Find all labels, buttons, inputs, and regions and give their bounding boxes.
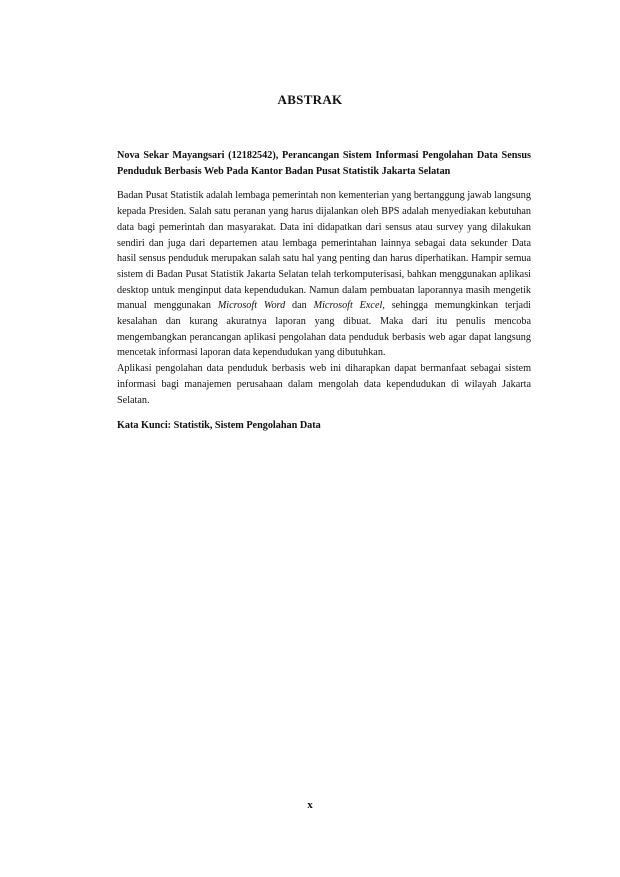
paragraph-1-text-a: Badan Pusat Statistik adalah lembaga pemerintah non kementerian yang bertanggung jawab langsung kepada Presiden. Salah satu peranan yang harus dijalankan oleh BPS adalah menyediakan kebutuhan data bagi pemerintah dan masyarakat. Data ini didapatkan dari sensus atau survey yang dilakukan sendiri dan juga dari departemen atau lembaga pemerintahan lainnya sebagai data sekunder Data hasil sensus penduduk merupakan salah satu hal yang penting dan harus diperhatikan. Hampir semua sistem di Badan Pusat Statistik Jakarta Selatan telah terkomputerisasi, bahkan menggunakan aplikasi desktop untuk menginput data kependudukan. Namun dalam pembuatan laporannya masih mengetik manual menggunakan <box>117 190 531 312</box>
page-number: x <box>307 799 313 811</box>
abstract-paragraph-2: Aplikasi pengolahan data penduduk berbasis web ini diharapkan dapat bermanfaat sebagai sistem informasi bagi manajemen perusahaan dalam mengolah data kependudukan di wilayah Jakarta Selatan. <box>117 363 531 406</box>
software-name-word: Microsoft Word <box>217 300 286 312</box>
abstract-paragraph-1 <box>117 188 531 361</box>
page-title: ABSTRAK <box>277 92 343 107</box>
paragraph-1-text-c: , sehingga memungkinkan terjadi kesalahan dan kurang akuratnya laporan yang dibuat. Maka dari itu penulis mencoba mengembangkan perancangan aplikasi pengolahan data penduduk berbasis web agar dapat langsung mencetak informasi laporan data kependudukan yang dibutuhkan. <box>117 300 531 359</box>
author-title-line: Nova Sekar Mayangsari (12182542), Perancangan Sistem Informasi Pengolahan Data Sensus Penduduk Berbasis Web Pada Kantor Badan Pusat Statistik Jakarta Selatan <box>117 150 531 177</box>
abstract-body <box>117 148 531 444</box>
paragraph-1-text-b: dan <box>285 300 314 312</box>
keywords-line: Kata Kunci: Statistik, Sistem Pengolahan Data <box>117 420 321 432</box>
software-name-excel: Microsoft Excel <box>313 300 383 312</box>
